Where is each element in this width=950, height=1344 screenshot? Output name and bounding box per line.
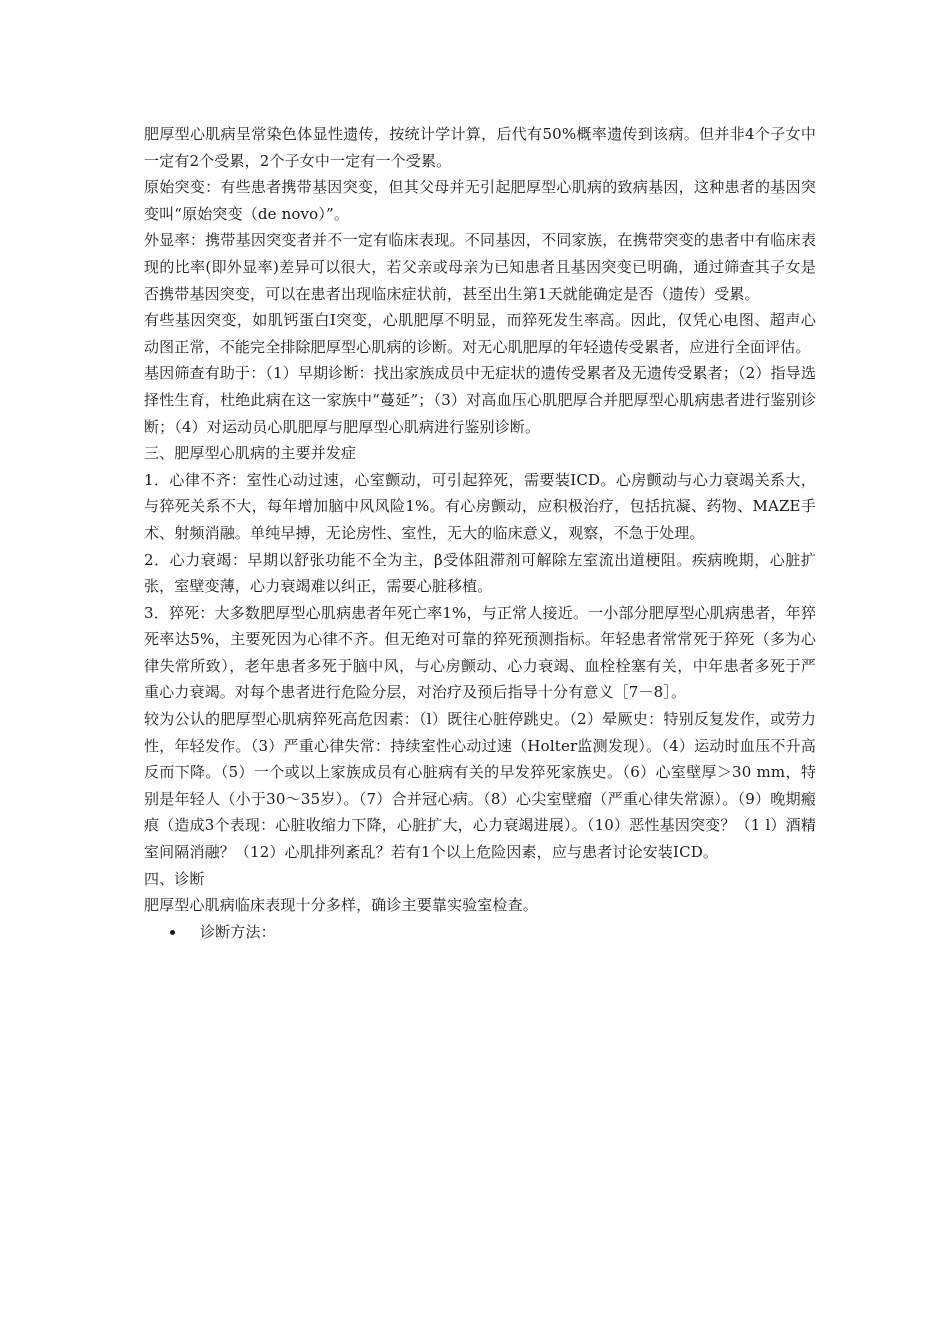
paragraph-sudden-death: 3．猝死：大多数肥厚型心肌病患者年死亡率1%，与正常人接近。一小部分肥厚型心肌病患者，年猝死率达5%，主要死因为心律不齐。但无绝对可靠的猝死预测指标。年轻患者常常死于猝死（多为心律失常所致），老年患者多死于脑中风，与心房颤动、心力衰竭、血栓栓塞有关，中年患者多死于严重心力衰竭。对每个患者进行危险分层，对治疗及预后指导十分有意义［7－8］。	[144, 603, 816, 702]
paragraph-diagnosis-intro: 肥厚型心肌病临床表现十分多样，确诊主要靠实验室检查。	[144, 896, 538, 915]
section-heading-diagnosis: 四、诊断	[144, 869, 205, 888]
list-item-label: 诊断方法：	[200, 922, 276, 941]
paragraph-inheritance: 肥厚型心肌病呈常染色体显性遗传，按统计学计算，后代有50%概率遗传到该病。但并非4个子女中一定有2个受累，2个子女中一定有一个受累。	[144, 125, 816, 170]
paragraph-arrhythmia: 1．心律不齐：室性心动过速，心室颤动，可引起猝死，需要装ICD。心房颤动与心力衰竭关系大，与猝死关系不大，每年增加脑中风风险1%。有心房颤动，应积极治疗，包括抗凝、药物、MAZE手术、射频消融。单纯早搏，无论房性、室性，无大的临床意义，观察，不急于处理。	[144, 470, 816, 542]
document-body	[144, 121, 816, 945]
paragraph-de-novo: 原始突变：有些患者携带基因突变，但其父母并无引起肥厚型心肌病的致病基因，这种患者的基因突变叫“原始突变（de novo）”。	[144, 178, 816, 223]
paragraph-risk-factors: 较为公认的肥厚型心肌病猝死高危因素：（l）既往心脏停跳史。（2）晕厥史：特别反复发作，或劳力性，年轻发作。（3）严重心律失常：持续室性心动过速（Holter监测发现）。（4）运动时血压不升高反而下降。（5）一个或以上家族成员有心脏病有关的早发猝死家族史。（6）心室壁厚＞30 mm，特别是年轻人（小于30～35岁）。（7）合并冠心病。（8）心尖室壁瘤（严重心律失常源）。（9）晚期瘢痕（造成3个表现：心脏收缩力下降，心脏扩大，心力衰竭进展）。（10）恶性基因突变？（1 l）酒精室间隔消融？（12）心肌排列紊乱？若有1个以上危险因素，应与患者讨论安装ICD。	[144, 710, 816, 862]
paragraph-heart-failure: 2．心力衰竭：早期以舒张功能不全为主，β受体阻滞剂可解除左室流出道梗阻。疾病晚期，心脏扩张，室壁变薄，心力衰竭难以纠正，需要心脏移植。	[144, 550, 816, 596]
paragraph-genetic-screening: 基因筛查有助于：（1）早期诊断：找出家族成员中无症状的遗传受累者及无遗传受累者；（2）指导选择性生育，杜绝此病在这一家族中“蔓延”；（3）对高血压心肌肥厚合并肥厚型心肌病患者进行鉴别诊断；（4）对运动员心肌肥厚与肥厚型心肌病进行鉴别诊断。	[144, 364, 816, 436]
section-heading-complications: 三、肥厚型心肌病的主要并发症	[144, 444, 357, 463]
bullet-icon	[170, 930, 175, 935]
paragraph-troponin: 有些基因突变，如肌钙蛋白Ⅰ突变，心肌肥厚不明显，而猝死发生率高。因此，仅凭心电图、超声心动图正常，不能完全排除肥厚型心肌病的诊断。对无心肌肥厚的年轻遗传受累者，应进行全面评估。	[144, 311, 816, 356]
paragraph-penetrance: 外显率：携带基因突变者并不一定有临床表现。不同基因，不同家族，在携带突变的患者中有临床表现的比率(即外显率)差异可以很大，若父亲或母亲为已知患者且基因突变已明确，通过筛查其子女是否携带基因突变，可以在患者出现临床症状前，甚至出生第1天就能确定是否（遗传）受累。	[144, 231, 816, 303]
list-item	[144, 919, 816, 946]
